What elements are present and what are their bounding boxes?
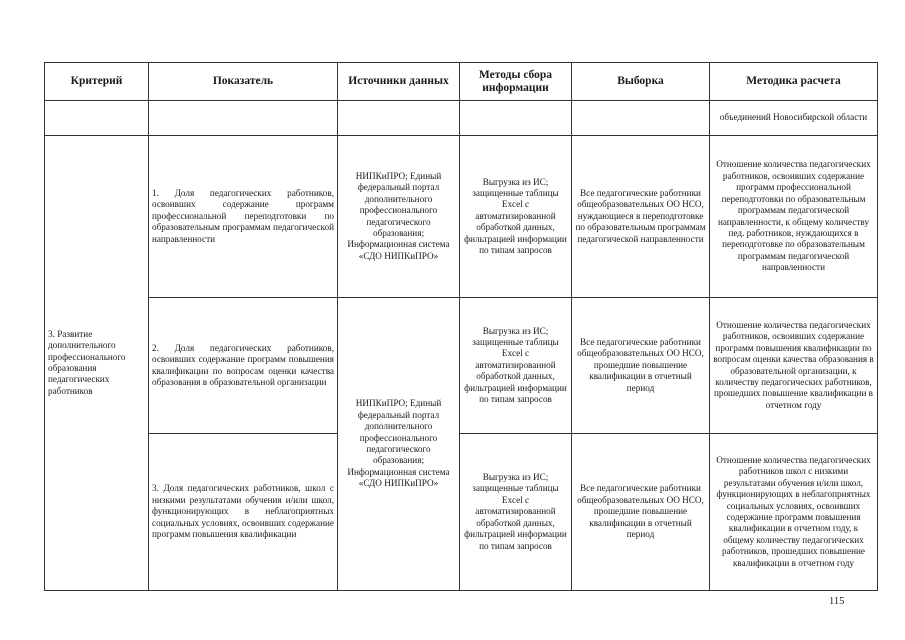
methods-cell: Выгрузка из ИС; защищенные таблицы Excel с автоматизированной обработкой данных, фильтрацией информации по типам запросов bbox=[460, 434, 572, 591]
sample-cell: Все педагогические работники общеобразовательных ОО НСО, нуждающиеся в переподготовке по образовательным программам педагогической направленности bbox=[572, 136, 710, 298]
methods-cell: Выгрузка из ИС; защищенные таблицы Excel с автоматизированной обработкой данных, фильтрацией информации по типам запросов bbox=[460, 136, 572, 298]
page-number: 115 bbox=[829, 596, 845, 607]
table-header-row bbox=[45, 63, 878, 101]
header-methods: Методы сбора информации bbox=[460, 63, 572, 101]
indicator-cell: 3. Доля педагогических работников, школ с низкими результатами обучения и/или школ, функционирующих в неблагоприятных социальных условиях, освоивших содержание программ повышения квалификации bbox=[149, 434, 338, 591]
continuation-row bbox=[45, 101, 878, 136]
cont-sample-cell bbox=[572, 101, 710, 136]
criterion-cell: 3. Развитие дополнительного профессионального образования педагогических работников bbox=[45, 136, 149, 591]
sample-cell: Все педагогические работники общеобразовательных ОО НСО, прошедшие повышение квалификации в отчетный период bbox=[572, 434, 710, 591]
table-row bbox=[45, 298, 878, 434]
header-sources: Источники данных bbox=[338, 63, 460, 101]
cont-methods-cell bbox=[460, 101, 572, 136]
indicator-cell: 2. Доля педагогических работников, освоивших содержание программ повышения квалификации по вопросам оценки качества образования в образовательной организации bbox=[149, 298, 338, 434]
sources-cell: НИПКиПРО; Единый федеральный портал дополнительного профессионального педагогического образования; Информационная система «СДО НИПКиПРО» bbox=[338, 136, 460, 298]
cont-criterion-cell bbox=[45, 101, 149, 136]
header-indicator: Показатель bbox=[149, 63, 338, 101]
methods-cell: Выгрузка из ИС; защищенные таблицы Excel с автоматизированной обработкой данных, фильтрацией информации по типам запросов bbox=[460, 298, 572, 434]
header-criterion: Критерий bbox=[45, 63, 149, 101]
indicators-table bbox=[44, 62, 878, 591]
calc-cell: Отношение количества педагогических работников, освоивших содержание программ повышения квалификации по вопросам оценки качества образования в образовательной организации, к количеству педагогических работников, прошедших повышение квалификации в отчетном году bbox=[710, 298, 878, 434]
table-row bbox=[45, 136, 878, 298]
cont-indicator-cell bbox=[149, 101, 338, 136]
cont-sources-cell bbox=[338, 101, 460, 136]
header-sample: Выборка bbox=[572, 63, 710, 101]
sources-cell-merged: НИПКиПРО; Единый федеральный портал дополнительного профессионального педагогического образования; Информационная система «СДО НИПКиПРО» bbox=[338, 298, 460, 591]
table-row bbox=[45, 434, 878, 591]
sample-cell: Все педагогические работники общеобразовательных ОО НСО, прошедшие повышение квалификации в отчетный период bbox=[572, 298, 710, 434]
cont-calc-cell: объединений Новосибирской области bbox=[710, 101, 878, 136]
indicator-cell: 1. Доля педагогических работников, освоивших содержание программ профессиональной переподготовки по образовательным программам педагогической направленности bbox=[149, 136, 338, 298]
calc-cell: Отношение количества педагогических работников, освоивших содержание программ профессиональной переподготовки по образовательным программам педагогической направленности, к общему количеству пед. работников, нуждающихся в переподготовке по образовательным программам педагогической направленности bbox=[710, 136, 878, 298]
header-calc: Методика расчета bbox=[710, 63, 878, 101]
calc-cell: Отношение количества педагогических работников школ с низкими результатами обучения и/или школ, функционирующих в неблагоприятных социальных условиях, освоивших содержание программ повышения квалификации в отчетном году, к общему количеству педагогических работников, прошедших повышение квалификации в отчетном году bbox=[710, 434, 878, 591]
